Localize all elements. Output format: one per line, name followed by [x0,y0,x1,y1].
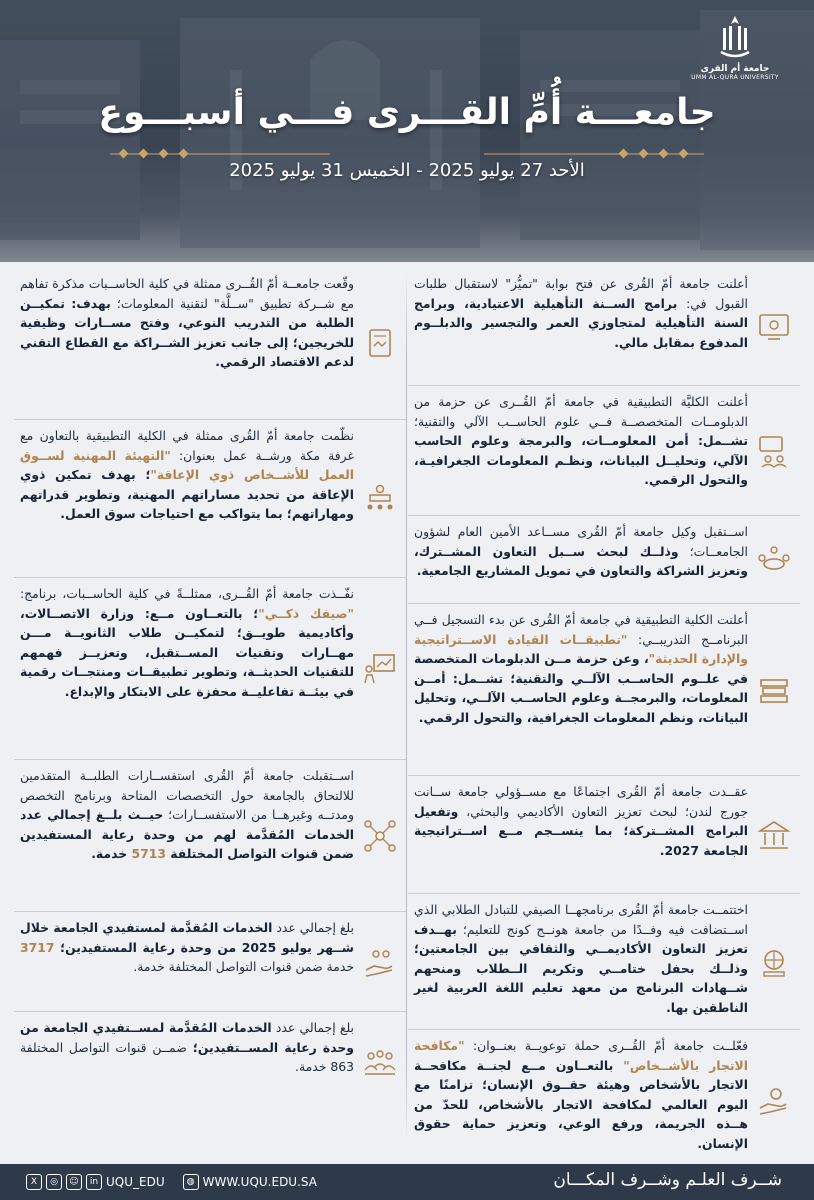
news-item [14,912,406,1012]
news-text: نفّــذت جامعة أمّ القُــرى، ممثلــةً في كلية الحاســبات، برنامج: [20,586,354,601]
news-highlight-number: 5713 [131,846,166,862]
news-bold-text: تشــمل: أمن المعلومــات، والبرمجة وعلوم الحاسب الآلي، وتحليــل البيانات، ونظـم المعلومات الجغرافيـة، والتحول الرقمي. [414,433,748,488]
news-bold-text: برامج الســنة التأهيلية الاعتيادية، وبرامج السنة التأهيلية لمتجاوزي العمر والتجسير والدبلــوم المدفوع بمقابل مالي. [414,295,748,350]
news-bold-text: حيــث بلــغ إجمالي عدد الخدمات المُقدَّمة لهم من وحدة رعاية المستفيدين ضمن قنوات التواصل المختلفة [20,807,354,862]
news-item [408,268,800,386]
news-text: أعلنت جامعة أمّ القُرى عن فتح بوابة "تميُّز" لاستقبال طلبات القبول في: [414,276,748,311]
logo-arabic-name: جامعة أم القرى [700,64,770,74]
footer-bar [0,1164,814,1200]
instagram-icon[interactable]: ◎ [46,1174,62,1190]
online-portal-icon [756,309,792,345]
workshop-icon [362,481,398,517]
university-emblem-icon [715,14,755,58]
x-twitter-icon[interactable]: X [26,1174,42,1190]
news-text: فعّلــت جامعة أمّ القُــرى حملة توعويــة بعنــوان: [464,1038,748,1053]
news-text: اســتقبلت جامعة أمّ القُرى استفســارات الطلبــة المتقدمين للالتحاق بالجامعة حول التخصصات المتاحة وبرنامج التخصص ومدتــه وغيرهــا من الاستفســارات؛ [20,768,354,823]
social-links [26,1174,317,1190]
news-bold-text: ؛ بالتعــاون مــع: وزارة الاتصــالات، وأكاديمية طويــق؛ لتمكيــن طلاب الثانويــة مـــن مهــارات وتقنيات المســتقبل، وتعزيــز فهمهم للتقنيات الحديثــة، وتطوير تطبيقــات ومنتجــات رقمية في بيئــة تفاعليــة محفزة على الابتكار والإبداع. [20,605,354,699]
university-building-icon [756,817,792,853]
news-item [14,578,406,760]
network-people-icon [362,818,398,854]
news-text: اســتقبل وكيل جامعة أمّ القُرى مســاعد الأمين العام لشؤون الجامعــات؛ [414,524,748,559]
news-text: أعلنت الكليَّة التطبيقية في جامعة أمّ القُــرى عن حزمة من الدبلومــات المتخصصــة فــي علوم الحاســب الآلي والتقنية؛ [414,394,748,429]
meeting-group-icon [756,542,792,578]
news-bold-text: وذلــك لبحث ســبل التعاون المشــترك، وتعزيز الشراكة والتعاون في تمويل المشاريع الجامعية. [414,543,748,579]
page-title: جامعـــة أُمِّ القـــرى فـــي أسبـــوع [98,92,716,133]
hand-protect-icon [756,1082,792,1118]
news-item [408,604,800,776]
cultural-exchange-icon [756,944,792,980]
news-bold-text: خدمة. [91,846,132,862]
news-item [408,516,800,604]
books-stack-icon [756,672,792,708]
news-text: وقّعت جامعــة أمّ القُــرى ممثلة في كلية الحاســبات مذكرة تفاهم مع شــركة تطبيق "ســلَّة" لتقنية المعلومات؛ [20,276,355,311]
right-news-column [408,268,800,1170]
news-text: خدمة ضمن قنوات التواصل المختلفة خدمة. [133,959,354,975]
news-text: عقــدت جامعة أمّ القُرى اجتماعًا مع مســؤولي جامعة ســانت جورج لندن؛ لبحث تعزيز التعاون الأكاديمي والبحثي، [414,784,748,819]
news-bold-text: ؛ بهدف تمكين ذوي الإعاقة من تحديد مساراتهم المهنية، وتطوير قدراتهم ومهاراتهم؛ بما يتواكب مع احتياجات سوق العمل. [20,467,354,522]
column-divider [406,272,407,1142]
service-hand-icon [362,944,398,980]
left-news-column [14,268,406,1112]
news-highlight-text: "التهيئة المهنية لســوق العمل للأشــخاص ذوي الإعاقة" [20,447,354,483]
news-item [408,776,800,894]
linkedin-icon[interactable]: in [86,1174,102,1190]
news-text: ضمــن قنوات التواصل المختلفة 863 خدمة. [20,1039,354,1075]
news-item [14,1012,406,1112]
news-highlight-text: "تطبيقــات القيادة الاســتراتيجية والإدارة الحديثة" [414,631,748,667]
news-highlight-text: "مكافحة الاتجار بالأشــخاص" [414,1038,748,1073]
date-range: الأحد 27 يوليو 2025 - الخميس 31 يوليو 2025 [229,160,585,181]
logo-english-name: UMM AL-QURA UNIVERSITY [691,74,779,81]
news-text: بلغ إجمالي عدد [272,920,354,935]
news-item [408,894,800,1030]
news-item [14,268,406,420]
news-item [14,420,406,578]
news-item [408,1030,800,1170]
news-text: نظّمت جامعة أمّ القُرى ممثلة في الكلية التطبيقية بالتعاون مع غرفة مكة ورشــة عمل بعنوان: [20,428,354,463]
computer-people-icon [756,433,792,469]
agreement-document-icon [362,326,398,362]
news-bold-text: بهــدف تعزيز التعاون الأكاديمــي والثقافي بين الجامعتين؛ وذلــك بحفل ختامــي وتكريم الــطلاب ومنحهم شــهادات البرنامج من معهد تعليم اللغة العربية لغير الناطقين بها. [414,921,748,1015]
news-bold-text: الخدمات المُقدَّمة لمستفيدي الجامعة خلال شــهر يوليو 2025 من وحدة رعاية المستفيدين؛ [20,920,354,955]
website-link[interactable]: WWW.UQU.EDU.SA [202,1175,317,1189]
university-logo [690,14,780,81]
news-highlight-number: 3717 [20,939,55,955]
globe-icon: ◍ [183,1174,199,1190]
news-text: اختتمــت جامعة أمّ القُرى برنامجهــا الصيفي للتبادل الطلابي الذي اســتضافت فيه وفــدًا من جامعة هونــج كونج للتعليم؛ [414,902,748,937]
news-text: بلغ إجمالي عدد [271,1020,354,1035]
news-item [408,386,800,516]
presentation-board-icon [362,651,398,687]
social-handle[interactable]: UQU_EDU [106,1175,165,1189]
audience-group-icon [362,1044,398,1080]
news-bold-text: بالتعــاون مــع لجنــة مكافحــة الاتجار بالأشخاص وهيئة حقــوق الإنسان؛ تزامنًا مع اليوم العالمي لمكافحة الاتجار بالأشخاص، للحدّ من هــذه الجريمة، ورفع الوعي، وتعزيز حماية حقوق الإنسان. [414,1057,748,1151]
news-bold-text: بهدف: تمكيــن الطلبة من التدريب النوعي، وفتح مســارات وظيفية للخريجين؛ إلى جانب تعزيز الشــراكة مع القطاع التقني لدعم الاقتصاد الرقمي. [20,295,354,370]
news-highlight-text: "صيفك ذكــي" [258,605,354,621]
snapchat-icon[interactable]: ☺ [66,1174,82,1190]
header-banner [0,0,814,262]
footer-slogan: شــرف العلـم وشــرف المكـــان [553,1170,782,1190]
news-bold-text: الخدمات المُقدَّمة لمســتفيدي الجامعة من وحدة رعاية المســتفيدين؛ [20,1020,354,1055]
news-text: أعلنت الكلية التطبيقية في جامعة أمّ القُرى عن بدء التسجيل فــي البرنامــج التدريبــي: [414,612,748,647]
news-bold-text: وتفعيل البرامج المشــتركة؛ بما ينســجم مــع اســتراتيجية الجامعة 2027. [414,803,748,858]
news-bold-text: ، وعن حزمة مــن الدبلومات المتخصصة في علــوم الحاســب الآلــي والتقنية؛ تشــمل: أمــن المعلومات، والبرمجــة وعلوم الحاســب الآلــي، وتحليل البيانات، ونظم المعلومات الجغرافية، والتحول الرقمي. [414,651,748,725]
news-item [14,760,406,912]
